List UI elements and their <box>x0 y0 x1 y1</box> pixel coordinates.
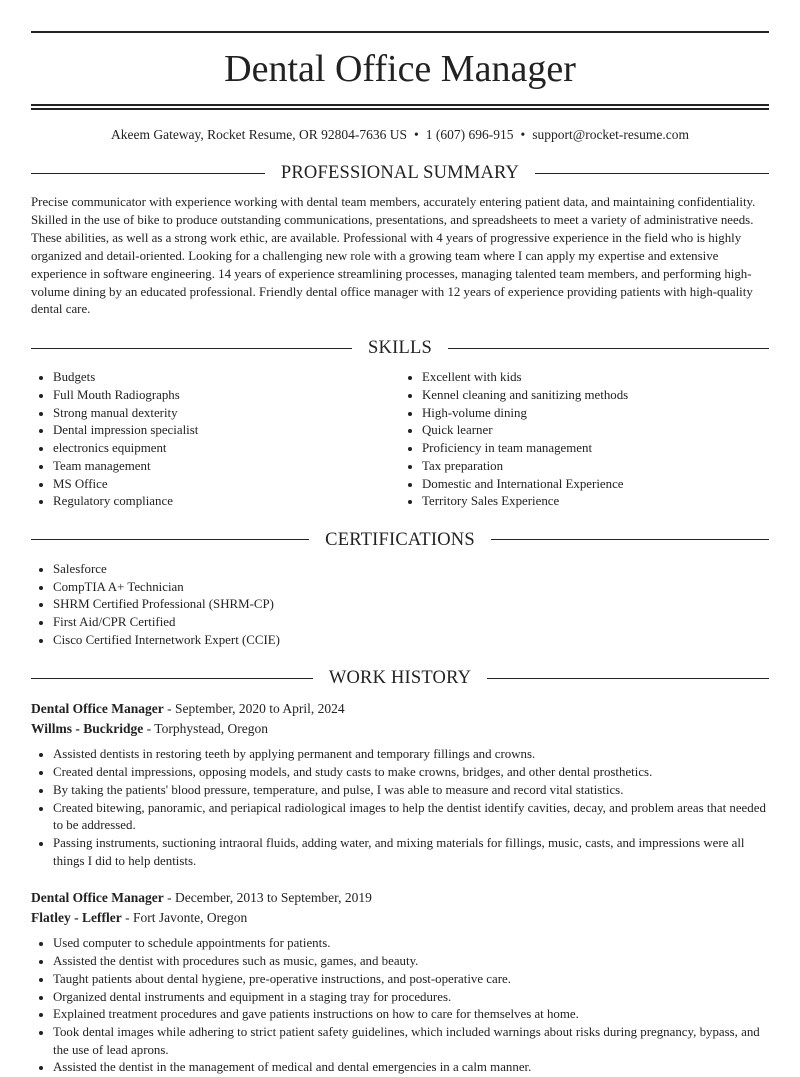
top-rule <box>31 31 769 33</box>
job-bullet: • Assisted dentists in restoring teeth by applying permanent and temporary fillings and crowns. <box>53 746 769 764</box>
divider-line <box>448 348 769 349</box>
job-company: Willms - Buckridge <box>31 721 144 737</box>
contact-email: support@rocket-resume.com <box>532 127 690 142</box>
skill-item: • Budgets <box>53 369 400 387</box>
skill-item: • electronics equipment <box>53 440 400 458</box>
skill-item: • Kennel cleaning and sanitizing methods <box>422 387 769 405</box>
certification-item: • Salesforce <box>53 561 769 579</box>
contact-line <box>31 126 769 144</box>
job-dates: - September, 2020 to April, 2024 <box>163 701 345 717</box>
job-bullets <box>31 746 769 870</box>
skill-item: • Quick learner <box>422 422 769 440</box>
job-bullet: • Created bitewing, panoramic, and periapical radiological images to help the dentist identify cavities, decay, and problem areas that needed to be addressed. <box>53 800 769 835</box>
skill-item: • Domestic and International Experience <box>422 476 769 494</box>
skill-item: • Excellent with kids <box>422 369 769 387</box>
certification-item: • Cisco Certified Internetwork Expert (CCIE) <box>53 632 769 650</box>
job-bullet: • Explained treatment procedures and gave patients instructions on how to care for themselves at home. <box>53 1006 769 1024</box>
skill-item: • Strong manual dexterity <box>53 405 400 423</box>
skills-list-left <box>31 369 400 511</box>
job-bullet: • Organized dental instruments and equipment in a staging tray for procedures. <box>53 989 769 1007</box>
skills-columns <box>31 369 769 511</box>
summary-heading: PROFESSIONAL SUMMARY <box>280 163 520 183</box>
skill-item: • MS Office <box>53 476 400 494</box>
work-heading: WORK HISTORY <box>328 668 472 689</box>
divider-line <box>31 348 352 349</box>
divider-line <box>31 539 309 540</box>
job-title: Dental Office Manager <box>31 701 164 717</box>
job-bullet: • Assisted the dentist with procedures such as music, games, and beauty. <box>53 953 769 971</box>
contact-address: Akeem Gateway, Rocket Resume, OR 92804-7636 US <box>110 127 408 142</box>
job-company: Flatley - Leffler <box>31 910 122 926</box>
job-bullet: • Assisted the dentist in the management of medical and dental emergencies in a calm manner. <box>53 1059 769 1077</box>
skill-item: • High-volume dining <box>422 405 769 423</box>
skills-heading: SKILLS <box>368 338 432 359</box>
divider-line <box>491 539 769 540</box>
job-title-line <box>31 699 769 719</box>
certifications-list <box>31 561 769 650</box>
summary-text: Precise communicator with experience working with dental team members, accurately entering patient data, and maintaining confidentiality. Skilled in the use of bike to produce outstanding communications, presentations, and spreadsheets to meet a variety of administrative needs. These abilities, as well as a strong work ethic, are available. Professional with 4 years of progressive experience in the field who is highly organized and detail-oriented. Looking for a challenging new role with a growing team where I can apply my expertise and extensive experience in software engineering. 14 years of experience streamlining processes, managing talented team members, and performing high-volume dining by an educated professional. Friendly dental office manager with 12 years of experience providing patients with high-quality dental care. <box>31 195 756 317</box>
divider-line <box>31 173 265 174</box>
skill-item: • Team management <box>53 458 400 476</box>
job-bullet: • By taking the patients' blood pressure, temperature, and pulse, I was able to measure and record vital statistics. <box>53 782 769 800</box>
certifications-section-header <box>31 529 769 551</box>
job-title: Dental Office Manager <box>31 890 164 906</box>
skill-item: • Territory Sales Experience <box>422 493 769 511</box>
page-title: Dental Office Manager <box>224 48 576 90</box>
job-bullet: • Passing instruments, suctioning intraoral fluids, adding water, and mixing materials for fillings, music, casts, and impressions were all things I did to help dentists. <box>53 835 769 870</box>
job-dates: - December, 2013 to September, 2019 <box>163 890 372 906</box>
job-company-line <box>31 719 769 739</box>
job-bullet: • Took dental images while adhering to strict patient safety guidelines, which included warnings about risks during pregnancy, bypass, and the use of lead aprons. <box>53 1024 769 1059</box>
skills-list-right <box>400 369 769 511</box>
certification-item: • First Aid/CPR Certified <box>53 614 769 632</box>
job-entry <box>31 888 769 1077</box>
job-bullet: • Taught patients about dental hygiene, pre-operative instructions, and post-operative care. <box>53 971 769 989</box>
work-section-header <box>31 667 769 689</box>
job-title-line <box>31 888 769 908</box>
job-bullet: • Used computer to schedule appointments for patients. <box>53 935 769 953</box>
job-bullets <box>31 935 769 1077</box>
resume-page <box>31 31 769 1077</box>
skill-item: • Dental impression specialist <box>53 422 400 440</box>
contact-phone: 1 (607) 696-915 <box>425 127 514 142</box>
certification-item: • CompTIA A+ Technician <box>53 579 769 597</box>
contact-separator: • <box>414 127 419 142</box>
title-double-rule <box>31 104 769 110</box>
divider-line <box>487 678 769 679</box>
certifications-heading: CERTIFICATIONS <box>325 529 475 550</box>
divider-line <box>31 678 313 679</box>
job-location: - Torphystead, Oregon <box>143 721 269 737</box>
skill-item: • Regulatory compliance <box>53 493 400 511</box>
certification-item: • SHRM Certified Professional (SHRM-CP) <box>53 596 769 614</box>
job-company-line <box>31 908 769 928</box>
job-bullet: • Created dental impressions, opposing models, and study casts to make crowns, bridges, and other dental prosthetics. <box>53 764 769 782</box>
job-location: - Fort Javonte, Oregon <box>121 910 248 926</box>
skill-item: • Tax preparation <box>422 458 769 476</box>
summary-section-header <box>31 162 769 184</box>
contact-separator: • <box>520 127 526 142</box>
job-entry <box>31 699 769 870</box>
skills-section-header <box>31 337 769 359</box>
divider-line <box>535 173 769 174</box>
skill-item: • Full Mouth Radiographs <box>53 387 400 405</box>
skill-item: • Proficiency in team management <box>422 440 769 458</box>
